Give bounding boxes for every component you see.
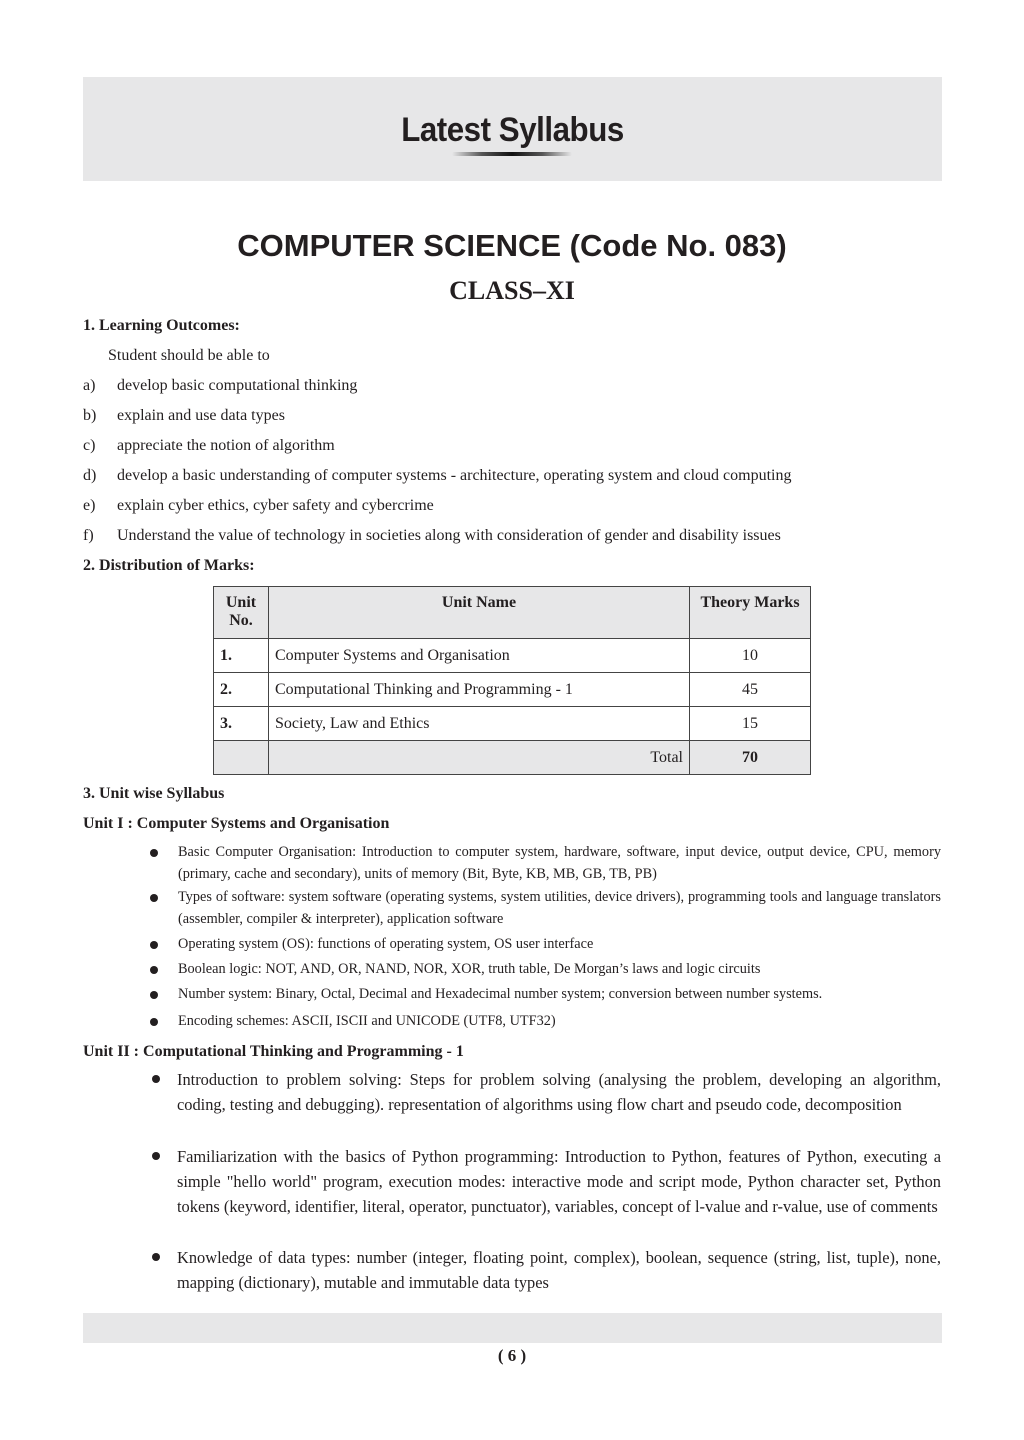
table-row <box>214 673 811 707</box>
cell-unit-no: 1. <box>214 639 269 673</box>
cell-empty <box>214 741 269 775</box>
bullet-icon <box>150 941 158 949</box>
syllabus-item: Encoding schemes: ASCII, ISCII and UNICODE (UTF8, UTF32) <box>178 1013 556 1029</box>
class-title: CLASS–XI <box>449 276 575 305</box>
table-header-row <box>214 587 811 639</box>
syllabus-item: Familiarization with the basics of Python programming: Introduction to Python, features of Python, executing a simple "hello world" program, execution modes: interactive mode and script mode, Python character set, Python tokens (keyword, identifier, literal, operator, punctuator), variables, concept of l-value and r-value, use of comments <box>177 1147 941 1216</box>
unit-wise-heading: 3. Unit wise Syllabus <box>83 785 225 802</box>
cell-marks: 45 <box>690 673 811 707</box>
syllabus-item: Types of software: system software (operating systems, system utilities, device drivers), programming tools and language translators (assembler, compiler & interpreter), application software <box>178 889 941 927</box>
cell-marks: 10 <box>690 639 811 673</box>
cell-unit-name: Computational Thinking and Programming - 1 <box>269 673 690 707</box>
learning-outcomes-intro: Student should be able to <box>108 347 270 364</box>
outcome-text: develop a basic understanding of computer systems - architecture, operating system and cloud computing <box>117 467 792 484</box>
column-header-unit-no: Unit No. <box>214 587 269 639</box>
syllabus-item: Boolean logic: NOT, AND, OR, NAND, NOR, XOR, truth table, De Morgan’s laws and logic circuits <box>178 961 761 977</box>
bullet-icon <box>150 849 158 857</box>
cell-marks: 15 <box>690 707 811 741</box>
outcome-text: Understand the value of technology in societies along with consideration of gender and disability issues <box>117 527 781 544</box>
bullet-icon <box>150 966 158 974</box>
outcome-letter: b) <box>83 407 97 424</box>
outcome-letter: e) <box>83 497 96 514</box>
outcome-text: appreciate the notion of algorithm <box>117 437 335 454</box>
total-value: 70 <box>690 741 811 775</box>
column-header-unit-name: Unit Name <box>269 587 690 639</box>
unit-1-heading: Unit I : Computer Systems and Organisation <box>83 815 390 832</box>
header-band <box>83 77 942 181</box>
bullet-icon <box>150 894 158 902</box>
cell-unit-name: Computer Systems and Organisation <box>269 639 690 673</box>
header-title: Latest Syllabus <box>401 111 624 149</box>
page-number: ( 6 ) <box>497 1346 527 1365</box>
total-label: Total <box>269 741 690 775</box>
table-row <box>214 639 811 673</box>
outcome-text: explain and use data types <box>117 407 285 424</box>
header-underline-decoration <box>452 152 572 156</box>
syllabus-item: Number system: Binary, Octal, Decimal and Hexadecimal number system; conversion between number systems. <box>178 986 823 1002</box>
bullet-icon <box>150 1018 158 1026</box>
syllabus-item: Basic Computer Organisation: Introduction to computer system, hardware, software, input device, output device, CPU, memory (primary, cache and secondary), units of memory (Bit, Byte, KB, MB, GB, TB, PB) <box>178 844 941 882</box>
bullet-icon <box>152 1075 160 1083</box>
syllabus-item: Introduction to problem solving: Steps for problem solving (analysing the problem, developing an algorithm, coding, testing and debugging). representation of algorithms using flow chart and pseudo code, decomposition <box>177 1070 941 1114</box>
outcome-letter: c) <box>83 437 96 454</box>
syllabus-item: Knowledge of data types: number (integer, floating point, complex), boolean, sequence (string, list, tuple), none, mapping (dictionary), mutable and immutable data types <box>177 1248 941 1292</box>
cell-unit-no: 3. <box>214 707 269 741</box>
distribution-heading: 2. Distribution of Marks: <box>83 557 255 574</box>
outcome-letter: f) <box>83 527 94 544</box>
footer-band <box>83 1313 942 1343</box>
table-row <box>214 707 811 741</box>
cell-unit-name: Society, Law and Ethics <box>269 707 690 741</box>
bullet-icon <box>152 1152 160 1160</box>
unit-2-heading: Unit II : Computational Thinking and Programming - 1 <box>83 1043 464 1060</box>
cell-unit-no: 2. <box>214 673 269 707</box>
column-header-theory-marks: Theory Marks <box>690 587 811 639</box>
outcome-text: explain cyber ethics, cyber safety and cybercrime <box>117 497 434 514</box>
syllabus-item: Operating system (OS): functions of operating system, OS user interface <box>178 936 594 952</box>
subject-title: COMPUTER SCIENCE (Code No. 083) <box>237 228 787 263</box>
bullet-icon <box>150 991 158 999</box>
outcome-letter: d) <box>83 467 97 484</box>
table-total-row <box>214 741 811 775</box>
outcome-letter: a) <box>83 377 96 394</box>
marks-table <box>213 586 811 775</box>
outcome-text: develop basic computational thinking <box>117 377 358 394</box>
bullet-icon <box>152 1253 160 1261</box>
learning-outcomes-heading: 1. Learning Outcomes: <box>83 317 240 334</box>
